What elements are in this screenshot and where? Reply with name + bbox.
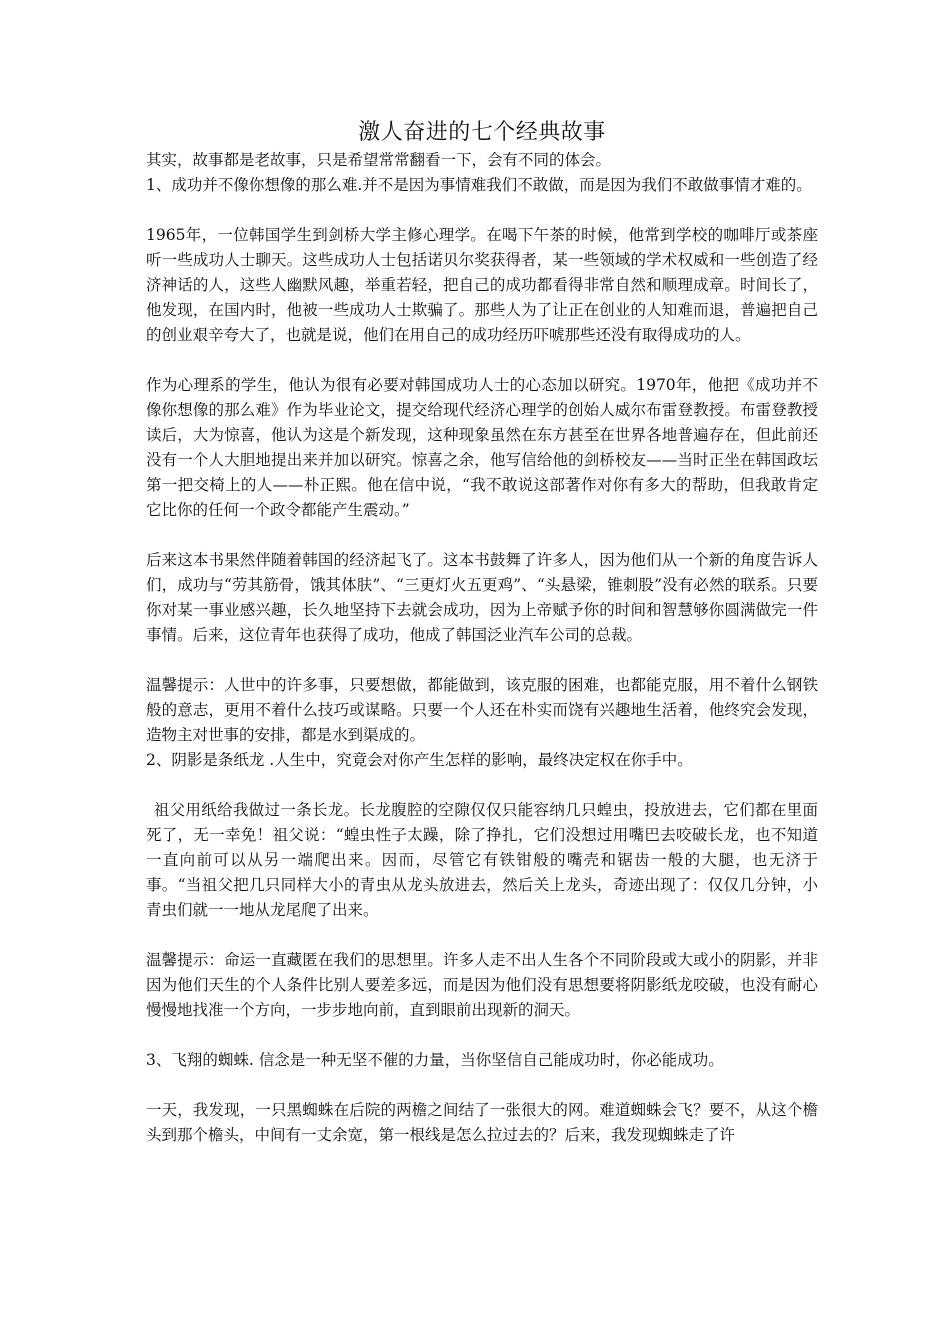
story3-heading: 3、飞翔的蜘蛛. 信念是一种无坚不催的力量，当你坚信自己能成功时，你必能成功。 (146, 1051, 724, 1069)
paragraph-spacer (146, 1073, 818, 1098)
paragraph-spacer (146, 198, 818, 223)
story1-heading: 1、成功并不像你想像的那么难.并不是因为事情难我们不敢做，而是因为我们不敢做事情才难的。 (146, 176, 812, 194)
paragraph-spacer (146, 523, 818, 548)
intro-paragraph: 其实，故事都是老故事，只是希望常常翻看一下，会有不同的体会。 (146, 151, 612, 169)
paragraph-spacer (146, 773, 818, 798)
story1-tip: 温馨提示：人世中的许多事，只要想做，都能做到，该克服的困难，也都能克服，用不着什么钢铁般的意志，更用不着什么技巧或谋略。只要一个人还在朴实而饶有兴趣地生活着，他终究会发现，造物主对世事的安排，都是水到渠成的。 (146, 676, 818, 744)
document-title: 激人奋进的七个经典故事 (358, 120, 606, 145)
story1-paragraph-1: 1965年，一位韩国学生到剑桥大学主修心理学。在喝下午茶的时候，他常到学校的咖啡厅或茶座听一些成功人士聊天。这些成功人士包括诺贝尔奖获得者，某一些领域的学术权威和一些创造了经济神话的人，这些人幽默风趣，举重若轻，把自己的成功都看得非常自然和顺理成章。时间长了，他发现，在国内时，他被一些成功人士欺骗了。那些人为了让正在创业的人知难而退，普遍把自己的创业艰辛夸大了，也就是说，他们在用自己的成功经历吓唬那些还没有取得成功的人。 (146, 226, 818, 344)
paragraph-spacer (146, 348, 818, 373)
paragraph-spacer (146, 923, 818, 948)
story1-paragraph-2: 作为心理系的学生，他认为很有必要对韩国成功人士的心态加以研究。1970年，他把《成功并不像你想像的那么难》作为毕业论文，提交给现代经济心理学的创始人威尔布雷登教授。布雷登教授读后，大为惊喜，他认为这是个新发现，这种现象虽然在东方甚至在世界各地普遍存在，但此前还没有一个人大胆地提出来并加以研究。惊喜之余，他写信给他的剑桥校友——当时正坐在韩国政坛第一把交椅上的人——朴正熙。他在信中说，“我不敢说这部著作对你有多大的帮助，但我敢肯定它比你的任何一个政令都能产生震动。” (146, 376, 818, 519)
story2-paragraph-1: 祖父用纸给我做过一条长龙。长龙腹腔的空隙仅仅只能容纳几只蝗虫，投放进去，它们都在里面死了，无一幸免！祖父说：“蝗虫性子太躁，除了挣扎，它们没想过用嘴巴去咬破长龙，也不知道一直向前可以从另一端爬出来。因而，尽管它有铁钳般的嘴壳和锯齿一般的大腿，也无济于事。“当祖父把几只同样大小的青虫从龙头放进去，然后关上龙头，奇迹出现了：仅仅几分钟，小青虫们就一一地从龙尾爬了出来。 (146, 801, 818, 919)
story2-heading: 2、阴影是条纸龙 .人生中，究竟会对你产生怎样的影响，最终决定权在你手中。 (146, 751, 693, 769)
story1-paragraph-3: 后来这本书果然伴随着韩国的经济起飞了。这本书鼓舞了许多人，因为他们从一个新的角度告诉人们，成功与“劳其筋骨，饿其体肤”、“三更灯火五更鸡”、“头悬梁，锥刺股”没有必然的联系。只要你对某一事业感兴趣，长久地坚持下去就会成功，因为上帝赋予你的时间和智慧够你圆满做完一件事情。后来，这位青年也获得了成功，他成了韩国泛业汽车公司的总裁。 (146, 551, 818, 644)
story3-paragraph-1: 一天，我发现，一只黑蜘蛛在后院的两檐之间结了一张很大的网。难道蜘蛛会飞？要不，从这个檐头到那个檐头，中间有一丈余宽，第一根线是怎么拉过去的？后来，我发现蜘蛛走了许 (146, 1101, 818, 1144)
story2-tip: 温馨提示：命运一直藏匿在我们的思想里。许多人走不出人生各个不同阶段或大或小的阴影，并非因为他们天生的个人条件比别人要差多远，而是因为他们没有思想要将阴影纸龙咬破，也没有耐心慢慢地找准一个方向，一步步地向前，直到眼前出现新的洞天。 (146, 951, 818, 1019)
paragraph-spacer (146, 648, 818, 673)
document-page (146, 118, 818, 1148)
paragraph-spacer (146, 1023, 818, 1048)
